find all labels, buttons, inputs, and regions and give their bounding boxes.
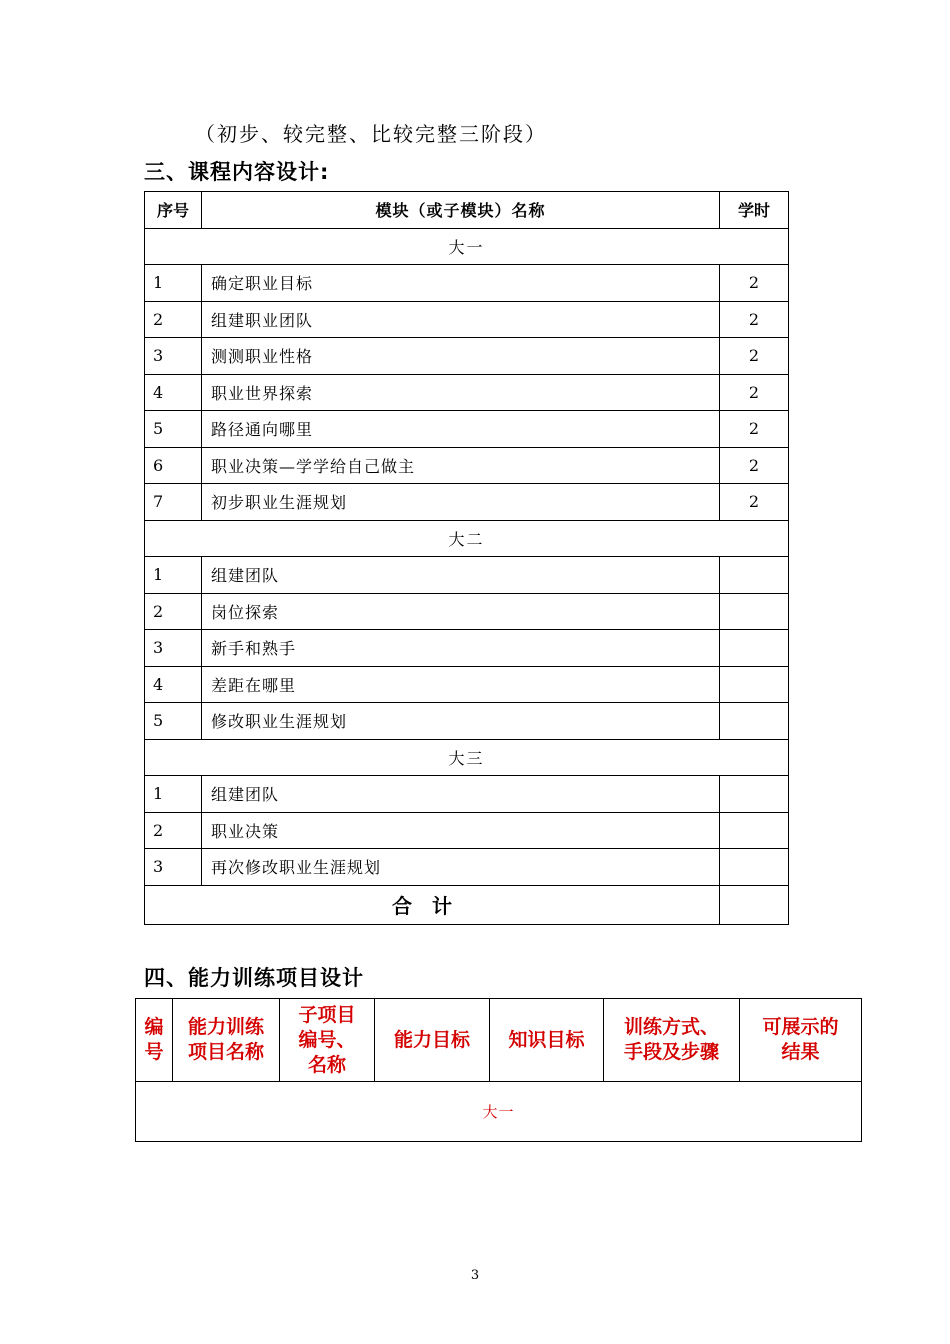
row-hours: 2 xyxy=(720,301,789,338)
row-hours: 2 xyxy=(720,338,789,375)
row-hours xyxy=(720,849,789,886)
row-no: 5 xyxy=(145,411,202,448)
header-project-name xyxy=(173,999,280,1082)
row-name: 职业决策 xyxy=(202,812,720,849)
header-knowledge-goal: 知识目标 xyxy=(490,999,604,1082)
row-no: 1 xyxy=(145,557,202,594)
year-label: 大一 xyxy=(136,1082,862,1142)
header-result xyxy=(740,999,862,1082)
row-name: 测测职业性格 xyxy=(202,338,720,375)
page-number: 3 xyxy=(470,1268,480,1283)
stage-note: （初步、较完整、比较完整三阶段） xyxy=(195,122,547,146)
header-module-name: 模块（或子模块）名称 xyxy=(202,192,720,229)
table-row xyxy=(145,265,789,302)
row-no: 2 xyxy=(145,593,202,630)
row-name: 职业决策—学学给自己做主 xyxy=(202,447,720,484)
header-line: 训练方式、 xyxy=(623,1016,719,1038)
header-line: 能力训练 xyxy=(187,1016,264,1038)
row-no: 4 xyxy=(145,666,202,703)
header-no: 序号 xyxy=(145,192,202,229)
row-name: 修改职业生涯规划 xyxy=(202,703,720,740)
row-no: 4 xyxy=(145,374,202,411)
header-line: 可展示的 xyxy=(762,1016,839,1038)
table-row xyxy=(145,338,789,375)
total-label: 合计 xyxy=(145,885,720,924)
row-hours xyxy=(720,703,789,740)
row-hours xyxy=(720,776,789,813)
ability-training-table xyxy=(135,998,862,1142)
row-no: 3 xyxy=(145,630,202,667)
row-no: 2 xyxy=(145,812,202,849)
row-no: 2 xyxy=(145,301,202,338)
header-line: 手段及步骤 xyxy=(623,1041,719,1063)
table-row xyxy=(145,557,789,594)
row-hours: 2 xyxy=(720,374,789,411)
header-no-line: 号 xyxy=(144,1041,164,1063)
row-name: 组建团队 xyxy=(202,776,720,813)
table-row xyxy=(145,666,789,703)
total-row xyxy=(145,885,789,924)
row-name: 差距在哪里 xyxy=(202,666,720,703)
table-row xyxy=(145,301,789,338)
year-row-3 xyxy=(145,739,789,776)
header-sub-project xyxy=(280,999,375,1082)
header-line: 子项目 xyxy=(298,1003,356,1026)
header-no-line: 编 xyxy=(144,1016,164,1038)
table-row xyxy=(145,776,789,813)
year-row-1 xyxy=(145,228,789,265)
row-no: 3 xyxy=(145,849,202,886)
row-name: 确定职业目标 xyxy=(202,265,720,302)
table-row xyxy=(145,703,789,740)
table-row xyxy=(145,484,789,521)
row-no: 3 xyxy=(145,338,202,375)
row-no: 1 xyxy=(145,776,202,813)
row-hours xyxy=(720,666,789,703)
row-no: 5 xyxy=(145,703,202,740)
table-row xyxy=(145,447,789,484)
row-no: 1 xyxy=(145,265,202,302)
course-content-table xyxy=(144,191,789,925)
year-label: 大二 xyxy=(145,520,789,557)
row-hours xyxy=(720,557,789,594)
row-name: 路径通向哪里 xyxy=(202,411,720,448)
row-name: 组建团队 xyxy=(202,557,720,594)
row-hours: 2 xyxy=(720,265,789,302)
section-3-title: 三、课程内容设计: xyxy=(144,160,330,184)
year-row-1 xyxy=(136,1082,862,1142)
header-training-method xyxy=(604,999,740,1082)
row-name: 再次修改职业生涯规划 xyxy=(202,849,720,886)
header-line: 名称 xyxy=(307,1053,346,1076)
row-name: 新手和熟手 xyxy=(202,630,720,667)
table-header-row xyxy=(136,999,862,1082)
table-header-row xyxy=(145,192,789,229)
header-ability-goal: 能力目标 xyxy=(375,999,490,1082)
row-no: 7 xyxy=(145,484,202,521)
table-row xyxy=(145,374,789,411)
row-hours xyxy=(720,630,789,667)
row-name: 职业世界探索 xyxy=(202,374,720,411)
row-hours xyxy=(720,593,789,630)
table-row xyxy=(145,411,789,448)
header-line: 编号、 xyxy=(298,1028,356,1051)
section-4-title: 四、能力训练项目设计 xyxy=(144,966,364,990)
row-name: 岗位探索 xyxy=(202,593,720,630)
row-no: 6 xyxy=(145,447,202,484)
year-label: 大三 xyxy=(145,739,789,776)
row-name: 初步职业生涯规划 xyxy=(202,484,720,521)
header-hours: 学时 xyxy=(720,192,789,229)
table-row xyxy=(145,849,789,886)
table-row xyxy=(145,812,789,849)
year-label: 大一 xyxy=(145,228,789,265)
header-line: 结果 xyxy=(781,1041,820,1063)
total-hours xyxy=(720,885,789,924)
table-row xyxy=(145,630,789,667)
row-hours: 2 xyxy=(720,411,789,448)
table-row xyxy=(145,593,789,630)
header-no xyxy=(136,999,173,1082)
row-hours xyxy=(720,812,789,849)
year-row-2 xyxy=(145,520,789,557)
header-line: 项目名称 xyxy=(187,1041,264,1063)
row-name: 组建职业团队 xyxy=(202,301,720,338)
row-hours: 2 xyxy=(720,484,789,521)
row-hours: 2 xyxy=(720,447,789,484)
